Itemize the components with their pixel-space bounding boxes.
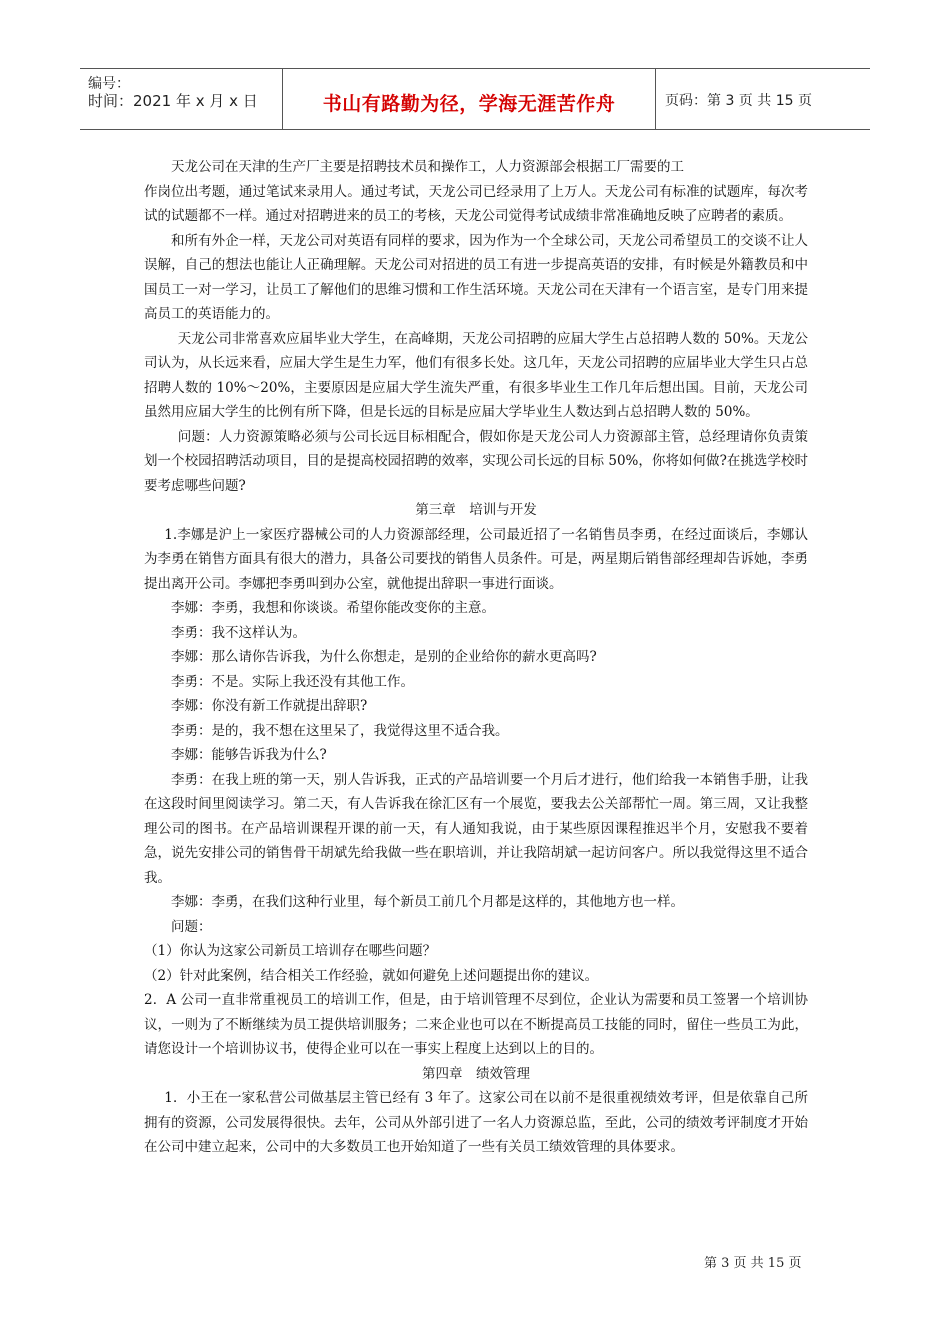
doc-date-label: 时间：2021 年 x 月 x 日 bbox=[88, 92, 258, 110]
paragraph: 和所有外企一样，天龙公司对英语有同样的要求，因为作为一个全球公司，天龙公司希望员工的交谈不让人误解，自己的想法也能让人正确理解。天龙公司对招进的员工有进一步提高英语的安排，有时候是外籍教员和中国员工一对一学习，让员工了解他们的思维习惯和工作生活环境。天龙公司在天津有一个语言室，是专门用来提高员工的英语能力的。 bbox=[144, 232, 808, 322]
question-paragraph: 问题：人力资源策略必须与公司长远目标相配合，假如你是天龙公司人力资源部主管，总经理请你负责策划一个校园招聘活动项目，目的是提高校园招聘的效率，实现公司长远的目标 50%，你将如何做?在挑选学校时要考虑哪些问题? bbox=[144, 428, 808, 494]
header-motto-cell bbox=[282, 69, 656, 129]
paragraph: 天龙公司非常喜欢应届毕业大学生，在高峰期，天龙公司招聘的应届大学生占总招聘人数的 50%。天龙公司认为，从长远来看，应届大学生是生力军，他们有很多长处。这几年，天龙公司招聘的应届毕业大学生只占总招聘人数的 10%～20%，主要原因是应届大学生流失严重，有很多毕业生工作几年后想出国。目前，天龙公司虽然用应届大学生的比例有所下降，但是长远的目标是应届大学毕业生人数达到占总招聘人数的 50%。 bbox=[144, 330, 808, 420]
chapter-heading: 第三章 培训与开发 bbox=[415, 502, 537, 518]
document-body bbox=[144, 155, 808, 1160]
dialogue-line: 李勇：是的，我不想在这里呆了，我觉得这里不适合我。 bbox=[171, 722, 509, 739]
header-motto: 书山有路勤为径，学海无涯苦作舟 bbox=[322, 93, 616, 115]
dialogue-line: 李娜：你没有新工作就提出辞职? bbox=[171, 698, 368, 714]
header-meta-cell bbox=[80, 69, 282, 129]
question-item: （2）针对此案例，结合相关工作经验，就如何避免上述问题提出你的建议。 bbox=[144, 967, 599, 984]
case-paragraph: 2．A 公司一直非常重视员工的培训工作，但是，由于培训管理不尽到位，企业认为需要和员工签署一个培训协议，一则为了不断继续为员工提供培训服务；二来企业也可以在不断提高员工技能的同时，留住一些员工为此，请您设计一个培训协议书，使得企业可以在一事实上程度上达到以上的目的。 bbox=[144, 992, 808, 1057]
paragraph: 作岗位出考题，通过笔试来录用人。通过考试，天龙公司已经录用了上万人。天龙公司有标准的试题库，每次考试的试题都不一样。通过对招聘进来的员工的考核，天龙公司觉得考试成绩非常准确地反映了应聘者的素质。 bbox=[144, 183, 808, 224]
header-page-cell bbox=[655, 69, 870, 129]
question-item: （1）你认为这家公司新员工培训存在哪些问题？ bbox=[144, 943, 437, 959]
doc-number-label: 编号： bbox=[88, 76, 130, 92]
dialogue-line: 李娜：那么请你告诉我，为什么你想走，是别的企业给你的薪水更高吗? bbox=[171, 649, 597, 665]
dialogue-line: 李勇：我不这样认为。 bbox=[171, 624, 306, 641]
dialogue-line: 李勇：不是。实际上我还没有其他工作。 bbox=[171, 673, 414, 690]
dialogue-line: 李勇：在我上班的第一天，别人告诉我，正式的产品培训要一个月后才进行，他们给我一本销售手册，让我在这段时间里阅读学习。第二天，有人告诉我在徐汇区有一个展览，要我去公关部帮忙一周。第三周，又让我整理公司的图书。在产品培训课程开课的前一天，有人通知我说，由于某些原因课程推迟半个月，安慰我不要着急，说先安排公司的销售骨干胡斌先给我做一些在职培训，并让我陪胡斌一起访问客户。所以我觉得这里不适合我。 bbox=[144, 771, 808, 886]
paragraph: 天龙公司在天津的生产厂主要是招聘技术员和操作工，人力资源部会根据工厂需要的工 bbox=[171, 159, 684, 175]
dialogue-line: 李娜：李勇，在我们这种行业里，每个新员工前几个月都是这样的，其他地方也一样。 bbox=[171, 894, 684, 910]
question-label: 问题： bbox=[171, 918, 212, 935]
header-page-info: 页码：第 3 页 共 15 页 bbox=[665, 93, 812, 109]
chapter-heading: 第四章 绩效管理 bbox=[422, 1065, 530, 1082]
page-header bbox=[80, 68, 870, 130]
dialogue-line: 李娜：李勇，我想和你谈谈。希望你能改变你的主意。 bbox=[171, 600, 495, 616]
case-paragraph: 1.李娜是沪上一家医疗器械公司的人力资源部经理，公司最近招了一名销售员李勇，在经过面谈后，李娜认为李勇在销售方面具有很大的潜力，具备公司要找的销售人员条件。可是，两星期后销售部经理却告诉她，李勇提出离开公司。李娜把李勇叫到办公室，就他提出辞职一事进行面谈。 bbox=[144, 526, 808, 592]
case-paragraph: 1．小王在一家私营公司做基层主管已经有 3 年了。这家公司在以前不是很重视绩效考评，但是依靠自己所拥有的资源，公司发展得很快。去年，公司从外部引进了一名人力资源总监，至此，公司的绩效考评制度才开始在公司中建立起来，公司中的大多数员工也开始知道了一些有关员工绩效管理的具体要求。 bbox=[144, 1090, 808, 1155]
page-footer: 第 3 页 共 15 页 bbox=[704, 1256, 802, 1271]
dialogue-line: 李娜：能够告诉我为什么? bbox=[171, 747, 327, 763]
